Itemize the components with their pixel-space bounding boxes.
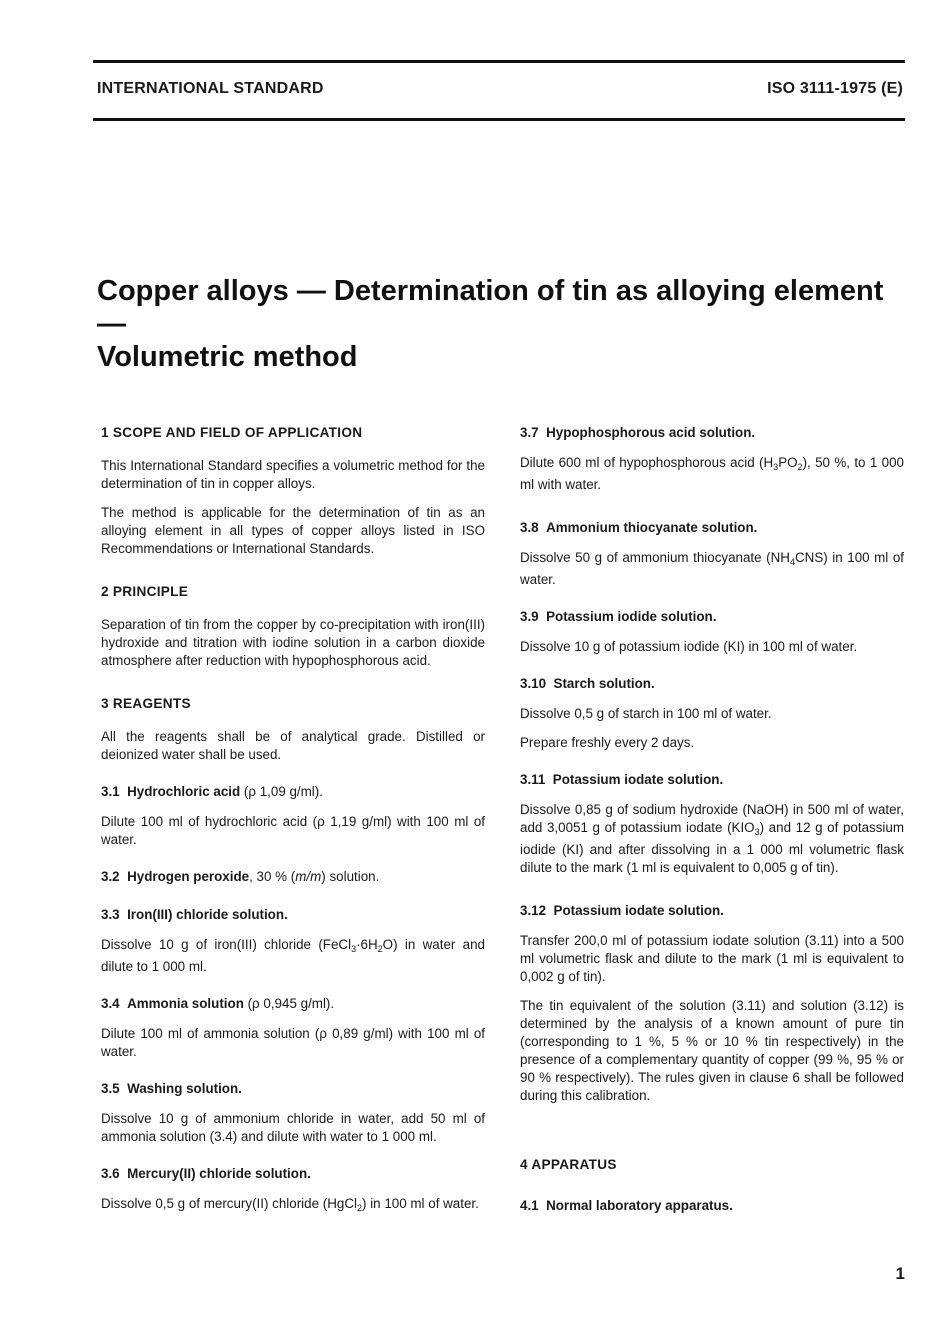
- clause-number: 3.1: [101, 784, 120, 799]
- clause-number: 3.8: [520, 520, 539, 535]
- clause-number: 4.1: [520, 1198, 539, 1213]
- reagent-density: (ρ 0,945 g/ml).: [243, 996, 335, 1011]
- page-number: 1: [895, 1264, 905, 1283]
- scope-paragraph-2: The method is applicable for the determination of tin as an alloying element in all types of copper alloys listed in ISO Recommendations or International Standards.: [101, 505, 485, 556]
- reagent-3-1-text: Dilute 100 ml of hydrochloric acid (ρ 1,19 g/ml) with 100 ml of water.: [101, 814, 485, 847]
- reagents-paragraph: All the reagents shall be of analytical grade. Distilled or deionized water shall be used.: [101, 729, 485, 762]
- clause-number: 3.10: [520, 676, 547, 691]
- reagent-3-8-heading: [520, 519, 904, 537]
- apparatus-4-1-heading: [520, 1197, 904, 1215]
- reagent-name: Hypophosphorous acid solution.: [546, 425, 756, 440]
- reagent-3-11-heading: [520, 771, 904, 789]
- clause-number: 3.2: [101, 869, 120, 884]
- reagent-3-1-heading: [101, 783, 485, 801]
- clause-number: 3.6: [101, 1166, 120, 1181]
- right-column: [520, 424, 904, 1227]
- reagent-3-10-note: Prepare freshly every 2 days.: [520, 735, 695, 750]
- reagent-name: Potassium iodide solution.: [546, 609, 717, 624]
- scope-paragraph-1: This International Standard specifies a volumetric method for the determination of tin in copper alloys.: [101, 458, 485, 491]
- reagent-name: Hydrogen peroxide: [127, 869, 250, 884]
- reagent-density: (ρ 1,09 g/ml).: [240, 784, 323, 799]
- reagent-3-12-heading: [520, 902, 904, 920]
- clause-number: 3.11: [520, 772, 546, 787]
- title-line-1: Copper alloys — Determination of tin as alloying element —: [97, 275, 884, 340]
- title-line-2: Volumetric method: [97, 341, 358, 373]
- reagent-name: Hydrochloric acid: [127, 784, 241, 799]
- reagent-3-12-text: Transfer 200,0 ml of potassium iodate solution (3.11) into a 500 ml volumetric flask and dilute to the mark (1 ml is equivalent to 0,002 g of tin).: [520, 933, 904, 984]
- clause-number: 3.12: [520, 903, 547, 918]
- clause-number: 3.7: [520, 425, 539, 440]
- reagent-name: Starch solution.: [553, 676, 655, 691]
- clause-number: 3.9: [520, 609, 539, 624]
- reagent-3-7-heading: [520, 424, 904, 442]
- clause-number: 3.5: [101, 1081, 120, 1096]
- header-bottom-rule: [93, 118, 905, 121]
- reagent-3-12-calibration: The tin equivalent of the solution (3.11) and solution (3.12) is determined by the analysis of a known amount of pure tin (corresponding to 1 %, 5 % or 10 % tin respectively) in the presence of a complementary quantity of copper (99 %, 95 % or 90 % respectively). The rules given in clause 6 shall be followed during this calibration.: [520, 998, 904, 1103]
- reagent-3-3-heading: [101, 906, 485, 924]
- reagent-3-9-text: Dissolve 10 g of potassium iodide (KI) in 100 ml of water.: [520, 639, 858, 654]
- reagent-name: Mercury(II) chloride solution.: [127, 1166, 311, 1181]
- clause-number: 3.3: [101, 907, 120, 922]
- standard-reference: ISO 3111-1975 (E): [767, 80, 903, 97]
- reagent-3-2-heading: 3.2 Hydrogen peroxide, 30 % (m/m) solution.: [101, 869, 380, 884]
- reagent-3-6-text: Dissolve 0,5 g of mercury(II) chloride (HgCl$_2$) in 100 ml of water.: [101, 1196, 479, 1213]
- reagent-name: Washing solution.: [127, 1081, 242, 1096]
- section-heading-scope: 1 SCOPE AND FIELD OF APPLICATION: [101, 425, 363, 440]
- principle-paragraph: Separation of tin from the copper by co-precipitation with iron(III) hydroxide and titration with iodine solution in a carbon dioxide atmosphere after reduction with hypophosphorous acid.: [101, 617, 485, 668]
- reagent-3-4-text: Dilute 100 ml of ammonia solution (ρ 0,89 g/ml) with 100 ml of water.: [101, 1026, 485, 1059]
- clause-number: 3.4: [101, 996, 120, 1011]
- reagent-3-10-heading: [520, 675, 904, 693]
- document-type-label: INTERNATIONAL STANDARD: [97, 80, 324, 97]
- reagent-3-8-text: Dissolve 50 g of ammonium thiocyanate $(NH_4CNS)$ in 100 ml of water.: [520, 550, 904, 587]
- reagent-3-5-heading: [101, 1080, 485, 1098]
- section-heading-principle: 2 PRINCIPLE: [101, 584, 189, 599]
- reagent-3-11-text: Dissolve 0,85 g of sodium hydroxide (NaOH) in 500 ml of water, add 3,0051 g of potassium iodate $(KIO_3)$ and 12 g of potassium iodide (KI) and after dissolving in a 1 000 ml volumetric flask dilute to the mark (1 ml is equivalent to 0,005 g of tin).: [520, 802, 904, 875]
- reagent-3-5-text: Dissolve 10 g of ammonium chloride in water, add 50 ml of ammonia solution (3.4) and dilute with water to 1 000 ml.: [101, 1111, 485, 1144]
- left-column: [101, 424, 485, 1228]
- reagent-name: Ammonium thiocyanate solution.: [546, 520, 758, 535]
- reagent-name: Iron(III) chloride solution.: [127, 907, 288, 922]
- reagent-3-9-heading: [520, 608, 904, 626]
- reagent-3-10-text: Dissolve 0,5 g of starch in 100 ml of water.: [520, 706, 772, 721]
- section-heading-reagents: 3 REAGENTS: [101, 696, 191, 711]
- section-heading-apparatus: 4 APPARATUS: [520, 1157, 617, 1172]
- reagent-3-7-text: Dilute 600 ml of hypophosphorous acid $(H_3PO_2)$, 50 %, to 1 000 ml with water.: [520, 455, 904, 492]
- reagent-3-4-heading: [101, 995, 485, 1013]
- reagent-name: Ammonia solution: [127, 996, 244, 1011]
- page-title: [97, 275, 897, 374]
- reagent-3-3-text: Dissolve 10 g of iron(III) chloride $(FeCl_3\cdot 6H_2O)$ in water and dilute to 1 000 ml.: [101, 937, 486, 974]
- apparatus-name: Normal laboratory apparatus.: [546, 1198, 733, 1213]
- reagent-name: Potassium iodate solution.: [553, 903, 724, 918]
- header-top-rule: [93, 60, 905, 63]
- reagent-3-6-heading: [101, 1165, 485, 1183]
- reagent-name: Potassium iodate solution.: [552, 772, 724, 787]
